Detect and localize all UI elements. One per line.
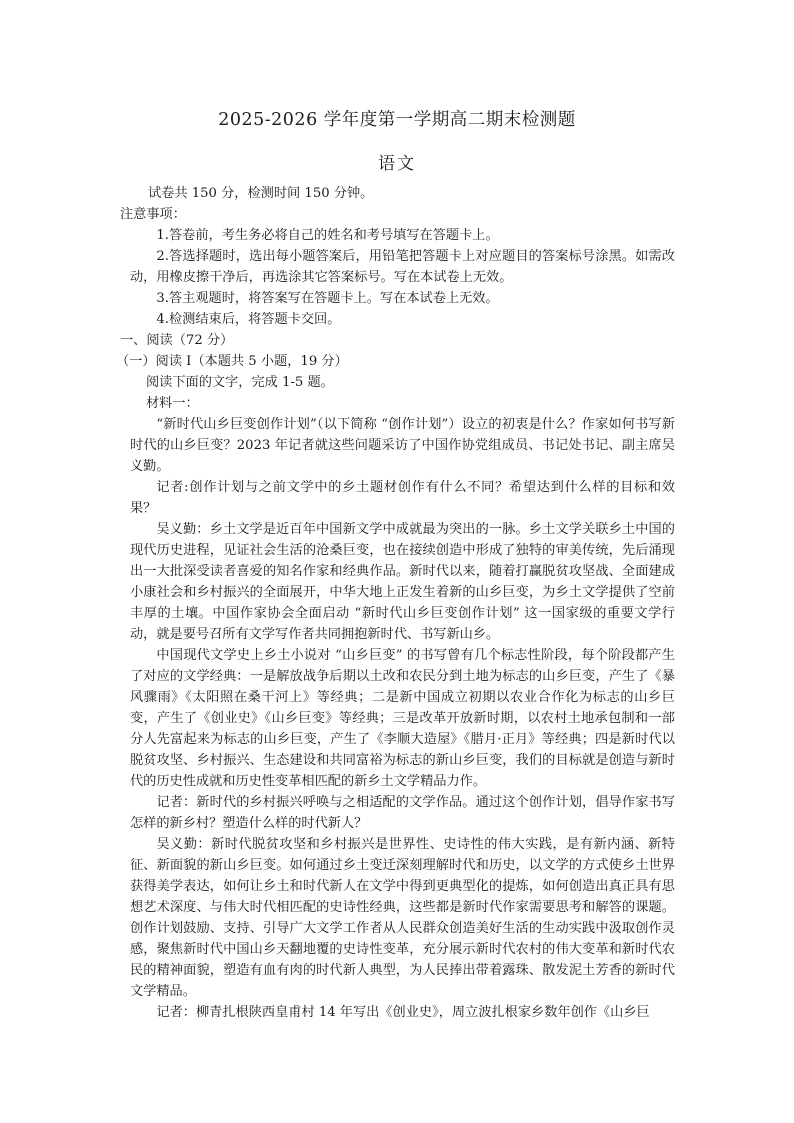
subsection-heading: （一）阅读 I（本题共 5 小题，19 分） bbox=[116, 354, 348, 369]
exam-info: 试卷共 150 分，检测时间 150 分钟。 bbox=[148, 186, 374, 201]
article-paragraph: 记者：新时代的乡村振兴呼唤与之相适配的文学作品。通过这个创作计划，倡导作家书写怎样的新乡村？塑造什么样的时代新人？ bbox=[130, 795, 675, 831]
subject-title: 语文 bbox=[378, 154, 416, 174]
article-paragraph: 中国现代文学史上乡土小说对 “山乡巨变” 的书写曾有几个标志性阶段，每个阶段都产生了对应的文学经典：一是解放战争后期以土改和农民分到土地为标志的山乡巨变，产生了《暴风骤雨》《太阳照在桑干河上》等经典；二是新中国成立初期以农业合作化为标志的山乡巨变，产生了《创业史》《山乡巨变》等经典；三是改革开放新时期，以农村土地承包制和一部分人先富起来为标志的山乡巨变，产生了《李顺大造屋》《腊月·正月》等经典；四是新时代以脱贫攻坚、乡村振兴、生态建设和共同富裕为标志的新山乡巨变，我们的目标就是创造与新时代的历史性成就和历史性变革相匹配的新乡土文学精品力作。 bbox=[130, 648, 675, 789]
article-paragraph: 记者：柳青扎根陕西皇甫村 14 年写出《创业史》，周立波扎根家乡数年创作《山乡巨 bbox=[156, 1005, 650, 1020]
article-paragraph: 记者:创作计划与之前文学中的乡土题材创作有什么不同？希望达到什么样的目标和效果？ bbox=[130, 480, 675, 516]
article-paragraph: 吴义勤：乡土文学是近百年中国新文学中成就最为突出的一脉。乡土文学关联乡土中国的现代历史进程，见证社会生活的沧桑巨变，也在接续创造中形成了独特的审美传统，先后涌现出一大批深受读者喜爱的知名作家和经典作品。新时代以来，随着打赢脱贫攻坚战、全面建成小康社会和乡村振兴的全面展开，中华大地上正发生着新的山乡巨变，为乡土文学提供了空前丰厚的土壤。中国作家协会全面启动 “新时代山乡巨变创作计划” 这一国家级的重要文学行动，就是要号召所有文学写作者共同拥抱新时代、书写新山乡。 bbox=[130, 522, 675, 642]
notice-item: 4.检测结束后，将答题卡交回。 bbox=[156, 312, 341, 327]
material-label: 材料一： bbox=[146, 396, 199, 411]
section-heading: 一、阅读（72 分） bbox=[120, 333, 234, 348]
exam-body bbox=[116, 183, 675, 1023]
exam-title: 2025-2026 学年度第一学期高二期末检测题 bbox=[218, 110, 576, 130]
notice-item: 1.答卷前，考生务必将自己的姓名和考号填写在答题卡上。 bbox=[156, 228, 499, 243]
notice-item: 2.答选择题时，选出每小题答案后，用铅笔把答题卡上对应题目的答案标号涂黑。如需改动，用橡皮擦干净后，再选涂其它答案标号。写在本试卷上无效。 bbox=[130, 249, 675, 285]
article-paragraph: “新时代山乡巨变创作计划”（以下简称 “创作计划”）设立的初衷是什么？作家如何书写新时代的山乡巨变？2023 年记者就这些问题采访了中国作协党组成员、书记处书记、副主席吴义勤。 bbox=[130, 417, 675, 474]
notice-item: 3.答主观题时，将答案写在答题卡上。写在本试卷上无效。 bbox=[156, 291, 499, 306]
article-paragraph: 吴义勤：新时代脱贫攻坚和乡村振兴是世界性、史诗性的伟大实践，是有新内涵、新特征、新面貌的新山乡巨变。如何通过乡土变迁深刻理解时代和历史，以文学的方式使乡土世界获得美学表达，如何让乡土和时代新人在文学中得到更典型化的提炼，如何创造出真正具有思想艺术深度、与伟大时代相匹配的史诗性经典，这些都是新时代作家需要思考和解答的课题。创作计划鼓励、支持、引导广大文学工作者从人民群众创造美好生活的生动实践中汲取创作灵感，聚焦新时代中国山乡天翻地覆的史诗性变革，充分展示新时代农村的伟大变革和新时代农民的精神面貌，塑造有血有肉的时代新人典型，为人民捧出带着露珠、散发泥土芳香的新时代文学精品。 bbox=[130, 837, 675, 999]
reading-instruction: 阅读下面的文字，完成 1-5 题。 bbox=[146, 375, 334, 390]
notice-heading: 注意事项： bbox=[120, 207, 186, 222]
